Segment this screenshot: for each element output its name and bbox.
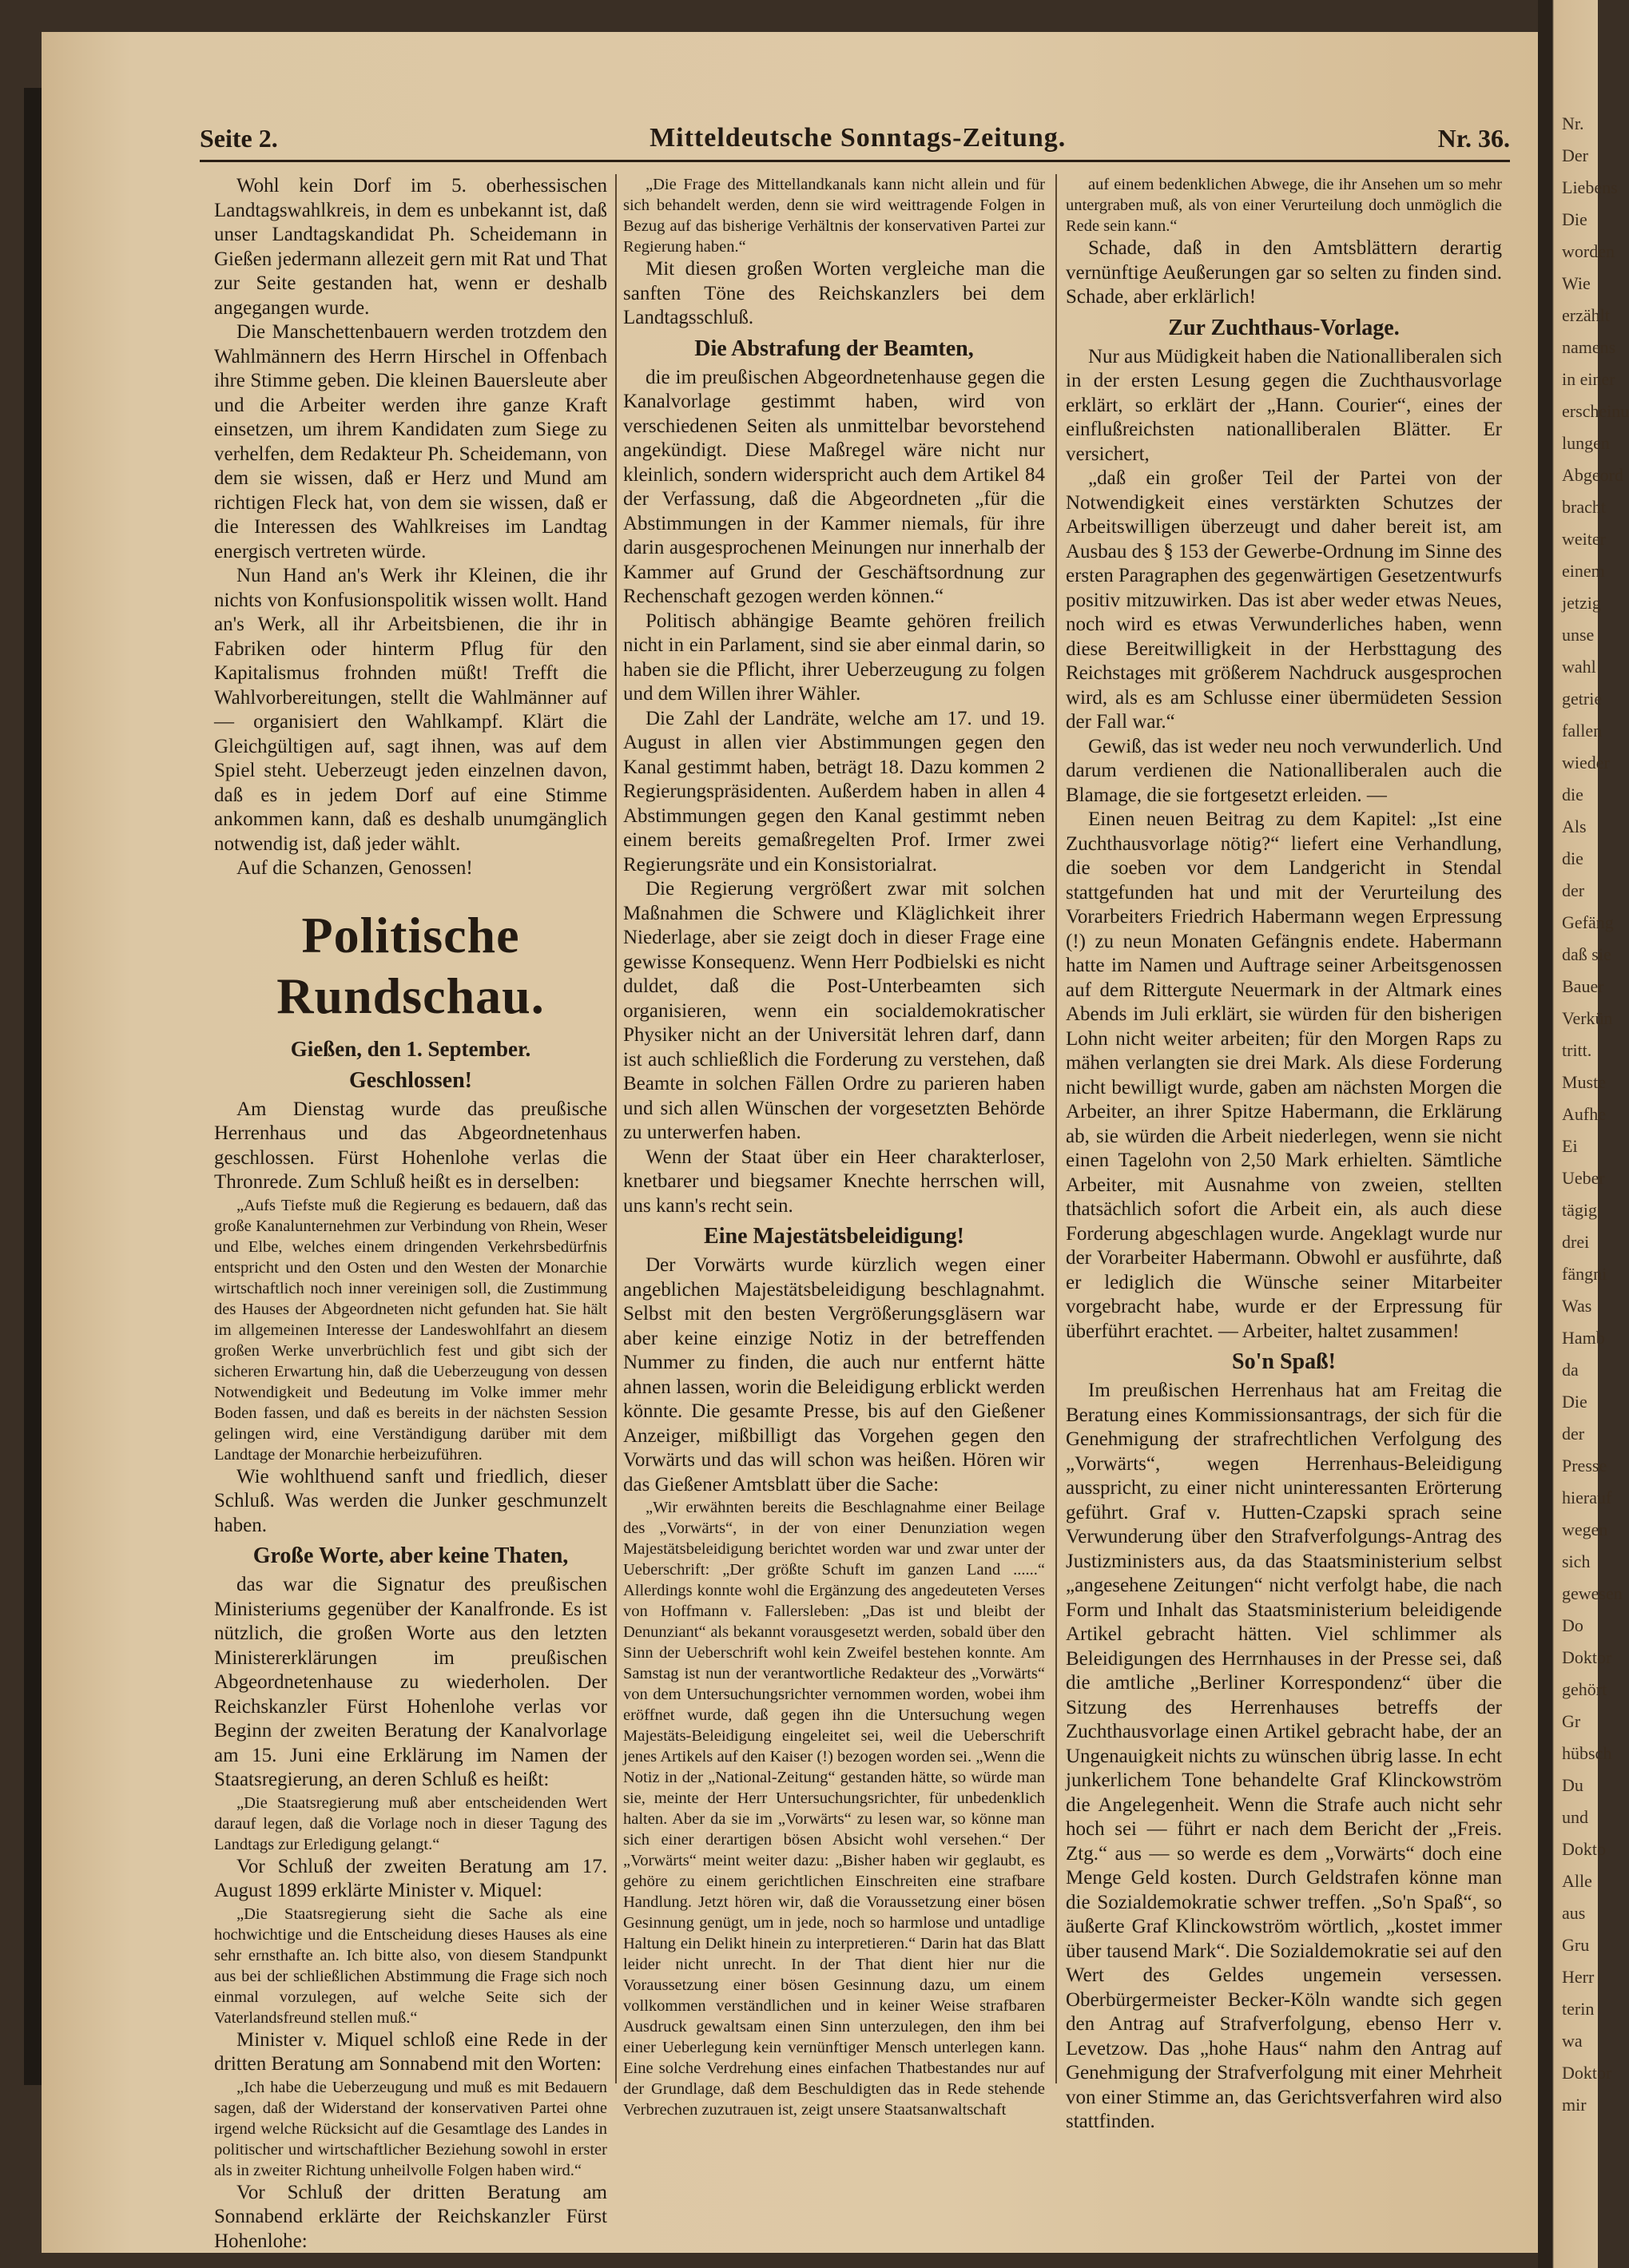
- page-header: [200, 120, 1510, 162]
- next-page-text-fragment: die: [1562, 784, 1583, 804]
- next-page-text-fragment: jetzig: [1562, 593, 1601, 613]
- next-page-text-fragment: der: [1562, 880, 1585, 900]
- next-page-text-fragment: da: [1562, 1360, 1579, 1380]
- column-2: [623, 174, 1045, 2120]
- next-page-text-fragment: Muste: [1562, 1072, 1606, 1092]
- dateline: Gießen, den 1. September.: [290, 1036, 531, 1061]
- next-page-text-fragment: einem: [1562, 561, 1605, 581]
- paragraph: das war die Signatur des preußischen Ministeriums gegenüber der Kanalfronde. Es ist nützlich, die großen Worte aus den letzten Ministererklärungen im preußischen Abgeordnetenhause zu wiederholen. Der Reichskanzler Fürst Hohenlohe verlas vor Beginn der zweiten Beratung der Kanalvorlage am 15. Juni eine Erklärung im Namen der Staatsregierung, an deren Schluß es heißt:: [214, 1574, 607, 1790]
- next-page-text-fragment: worden: [1562, 241, 1615, 261]
- next-page-text-fragment: Du: [1562, 1775, 1583, 1795]
- paragraph: Vor Schluß der dritten Beratung am Sonnabend erklärte der Reichskanzler Fürst Hohenlohe:: [214, 2181, 607, 2252]
- section-title: Politische Rundschau.: [276, 906, 545, 1024]
- quotation: „Die Frage des Mittellandkanals kann nicht allein und für sich behandelt werden, denn sie wird weittragende Folgen in Bezug auf das bisherige Verhältnis der konservativen Partei zur Regierung haben.“: [623, 176, 1045, 256]
- next-page-text-fragment: Die: [1562, 1392, 1587, 1412]
- next-page-text-fragment: Hamb: [1562, 1328, 1605, 1348]
- paragraph: Vor Schluß der zweiten Beratung am 17. August 1899 erklärte Minister v. Miquel:: [214, 1855, 607, 1901]
- next-page-text-fragment: Die: [1562, 209, 1587, 229]
- quotation: „Wir erwähnten bereits die Beschlagnahme einer Beilage des „Vorwärts“, in der von einer Denunziation wegen Majestätsbeleidigung berichtet worden war und zwar unter der Ueberschrift: „Der größte Schuft im ganzen Land ......“ Allerdings konnte wohl die Ergänzung des angedeuteten Verses von Hoffmann v. Fallersleben: „Das ist und bleibt der Denunziant“ als bekannt vorausgesetzt werden, sobald über den Sinn der Ueberschrift wohl kein Zweifel bestehen konnte. Am Samstag ist nun der verantwortliche Redakteur des „Vorwärts“ von dem Untersuchungsrichter vernommen worden, wobei ihm eröffnet wurde, daß gegen ihn die Untersuchung wegen Majestäts-Beleidigung eingeleitet sei, weil die Ueberschrift jenes Artikels auf den Kaiser (!) bezogen worden sei. „Wenn die Notiz in der „National-Zeitung“ gestanden hätte, so würde man sie, meinte der Herr Untersuchungsrichter, für unbedenklich halten. Aber da sie im „Vorwärts“ zu lesen war, so könne man sich einer derartigen bösen Absicht wohl versehen.“ Der „Vorwärts“ meint weiter dazu: „Bisher haben wir geglaubt, es gehöre zu einem gerichtlichen Einschreiten eine strafbare Handlung. Jetzt hören wir, daß die Voraussetzung einer bösen Gesinnung genügt, um in jede, noch so harmlose und untadlige Haltung ein Delikt hinein zu interpretieren.“ Darin hat das Blatt leider nicht unrecht. In der That dient hier nur die Voraussetzung einer bösen Gesinnung dazu, um einem vollkommen verständlichen und in keiner Weise strafbaren Ausdruck gewaltsam einen Sinn unterzulegen, den ihm bei einer Ueberlegung kein vernünftiger Mensch unterlegen kann. Eine solche Verdrehung eines einfachen Thatbestandes nur auf der Grundlage, daß dem Beschuldigten das in Rede stehende Verbrechen zuzutrauen ist, zeigt unsere Staatsanwaltschaft: [623, 1499, 1045, 2119]
- next-page-text-fragment: sich: [1562, 1551, 1591, 1571]
- next-page-text-fragment: hübsch: [1562, 1743, 1612, 1763]
- paragraph: die im preußischen Abgeordnetenhause gegen die Kanalvorlage gestimmt haben, wird von verschiedenen Seiten als unmittelbar bevorstehend angekündigt. Diese Maßregel wäre nicht nur kleinlich, sondern widerspricht auch dem Artikel 84 der Verfassung, daß die Abgeordneten „für die Abstimmungen in der Kammer niemals, für ihre darin ausgesprochenen Meinungen nur innerhalb der Kammer auf Grund der Geschäftsordnung zur Rechenschaft gezogen werden können.“: [623, 366, 1045, 607]
- next-page-text-fragment: Als: [1562, 816, 1587, 836]
- next-page-text-fragment: wieder: [1562, 753, 1610, 773]
- paragraph: Im preußischen Herrenhaus hat am Freitag die Beratung eines Kommissionsantrags, der sich für die Genehmigung der strafrechtlichen Verfolgung des „Vorwärts“, wegen Herrenhaus-Beleidigung ausspricht, zu einer nicht uninteressanten Erörterung geführt. Graf v. Hutten-Czapski sprach seine Verwunderung über den Strafverfolgungs-Antrag des Justizministers aus, da das Staatsministerium selbst „angesehene Zeitungen“ nicht verfolgt habe, die nach Form und Inhalt das Staatsministerium beleidigende Artikel gebracht hätten. Viel schlimmer als Beleidigungen des Herrnhauses in der Presse sei, daß die amtliche „Berliner Korrespondenz“ über die Sitzung des Herrenhauses betreffs der Zuchthausvorlage einen Artikel gebracht habe, der an Ungenauigkeit nichts zu wünschen übrig lasse. In echt junkerlichem Tone behandelte Graf Klinckowström die Angelegenheit. Wenn die Strafe auch nicht sehr hoch sei — führt er nach dem Bericht der „Freis. Ztg.“ aus — so werde es dem „Vorwärts“ doch eine Menge Geld kosten. Durch Geldstrafen könne man die Sozialdemokratie schwer treffen. „So'n Spaß“, so äußerte Graf Klinckowström wörtlich, „kostet immer über tausend Mark“. Die Sozialdemokratie sei auf den Wert des Geldes ungemein versessen. Oberbürgermeister Becker-Köln wandte sich gegen den Antrag auf Strafverfolgung, ebenso Herr v. Levetzow. Das „hohe Haus“ nahm den Antrag auf Genehmigung der Strafverfolgung mit einer Mehrheit von einer Stimme an, das Gerichtsverfahren wird also stattfinden.: [1066, 1380, 1502, 2132]
- next-page-text-fragment: terin: [1562, 1999, 1595, 2019]
- paragraph: Der Vorwärts wurde kürzlich wegen einer angeblichen Majestätsbeleidigung beschlagnahmt. Selbst mit den besten Vergrößerungsgläsern war aber keine einzige Notiz in der betreffenden Nummer zu finden, die auch nur entfernt hätte ahnen lassen, worin die Beleidigung erblickt werden könnte. Die gesamte Presse, bis auf den Gießener Anzeiger, mißbilligt das Vorgehen gegen den Vorwärts und das will schon was heißen. Hören wir das Gießener Amtsblatt über die Sache:: [623, 1254, 1045, 1495]
- column-divider: [615, 174, 617, 2083]
- article-heading: Eine Majestätsbeleidigung!: [704, 1224, 964, 1249]
- paragraph: Wenn der Staat über ein Heer charakterloser, knetbarer und biegsamer Knechte herrschen will, uns kann's recht sein.: [623, 1146, 1045, 1217]
- next-page-text-fragment: Dokto: [1562, 1839, 1606, 1859]
- paragraph: Mit diesen großen Worten vergleiche man die sanften Töne des Reichskanzlers bei dem Landtagsschluß.: [623, 258, 1045, 328]
- next-page-text-fragment: erzählt: [1562, 305, 1610, 325]
- next-page-text-fragment: Wie: [1562, 273, 1591, 293]
- next-page-text-fragment: aus: [1562, 1903, 1586, 1923]
- column-1: [214, 174, 607, 2254]
- next-page-text-fragment: mir: [1562, 2095, 1587, 2115]
- paragraph: Auf die Schanzen, Genossen!: [236, 857, 473, 879]
- paragraph: Am Dienstag wurde das preußische Herrenhaus und das Abgeordnetenhaus geschlossen. Fürst Hohenlohe verlas die Thronrede. Zum Schluß heißt es in derselben:: [214, 1098, 607, 1193]
- next-page-text-fragment: gewesen: [1562, 1583, 1623, 1603]
- next-page-text-fragment: tritt.: [1562, 1040, 1592, 1060]
- book-binding: [24, 88, 42, 2085]
- quotation: „Aufs Tiefste muß die Regierung es bedauern, daß das große Kanalunternehmen zur Verbindung von Rhein, Weser und Elbe, welches einem dringenden Verkehrsbedürfnis entspricht und den Osten und den Westen der Monarchie wirtschaftlich noch inner vereinigen soll, die Zustimmung des Hauses der Abgeordneten nicht gefunden hat. Sie hält im allgemeinen Interesse der Landeswohlfahrt an diesem großen Werke unverbrüchlich fest und gibt sich der sicheren Erwartung hin, daß die Ueberzeugung von dessen Notwendigkeit und Bedeutung im Volke immer mehr Boden fassen, und daß es bereits in der nächsten Session gelingen wird, eine Verständigung darüber mit dem Landtage der Monarchie herbeizuführen.: [214, 1196, 607, 1464]
- next-page-text-fragment: hierauf: [1562, 1488, 1612, 1507]
- next-page-text-fragment: Verkün: [1562, 1008, 1613, 1028]
- next-page-text-fragment: Liebens: [1562, 177, 1618, 197]
- paragraph: Einen neuen Beitrag zu dem Kapitel: „Ist eine Zuchthausvorlage nötig?“ liefert eine Verhandlung, die soeben vor dem Landgericht in Stendal stattgefunden hat und mit der Verurteilung des Vorarbeiters Friedrich Habermann wegen Erpressung (!) zu neun Monaten Gefängnis endete. Habermann hatte im Namen und Auftrage seiner Arbeitsgenossen auf dem Rittergute Neuermark in der Altmark eines Abends im Juli erklärt, sie würden für den bisherigen Lohn nicht weiter arbeiten; für den Morgen Raps zu mähen verlangten sie drei Mark. Als diese Forderung nicht bewilligt wurde, gaben am nächsten Morgen die Arbeiter, an ihrer Spitze Habermann, die Erklärung ab, sie würden die Arbeit niederlegen, wenn sie nicht einen Tagelohn von 2,50 Mark erhielten. Sämtliche Arbeiter, mit Ausnahme von zweien, stellten thatsächlich sofort die Arbeit ein, als auch diese Forderung abgeschlagen wurde. Angeklagt wurde nur der Vorarbeiter Habermann. Obwohl er ausführte, daß er lediglich die Wünsche seiner Mitarbeiter vorgebracht habe, wurde er der Erpressung für überführt erachtet. — Arbeiter, haltet zusammen!: [1066, 808, 1502, 1342]
- next-page-text-fragment: Nr.: [1562, 113, 1584, 133]
- next-page-text-fragment: Aufhe: [1562, 1104, 1606, 1124]
- next-page-text-fragment: Abgeord: [1562, 465, 1623, 485]
- article-heading: Zur Zuchthaus-Vorlage.: [1168, 315, 1400, 340]
- article-heading: Die Abstrafung der Beamten,: [694, 336, 974, 361]
- next-page-text-fragment: Gru: [1562, 1935, 1590, 1955]
- next-page-text-fragment: namens: [1562, 337, 1616, 357]
- article-heading: Große Worte, aber keine Thaten,: [252, 1543, 569, 1568]
- next-page-text-fragment: und: [1562, 1807, 1588, 1827]
- next-page-text-fragment: Doktor: [1562, 2063, 1612, 2083]
- paragraph: Politisch abhängige Beamte gehören freilich nicht in ein Parlament, sind sie aber einmal darin, so haben sie die Pflicht, ihrer Ueberzeugung zu folgen und dem Willen ihrer Wähler.: [623, 610, 1045, 705]
- next-page-text-fragment: lungen: [1562, 433, 1610, 453]
- next-page-text-fragment: Herr: [1562, 1967, 1595, 1987]
- quotation: auf einem bedenklichen Abwege, die ihr Ansehen um so mehr untergraben muß, als von einer Verurteilung doch unmöglich die Rede sein kann.“: [1066, 176, 1502, 235]
- next-page-edge: [1538, 0, 1629, 2268]
- paragraph: Minister v. Miquel schloß eine Rede in der dritten Beratung am Sonnabend mit den Worten:: [214, 2028, 607, 2075]
- paragraph: Wohl kein Dorf im 5. oberhessischen Landtagswahlkreis, in dem es unbekannt ist, daß unser Landtagskandidat Ph. Scheidemann in Gießen jedermann allezeit gern mit Rat und That zur Seite gestanden hat, wenn er deshalb angegangen wurde.: [214, 175, 607, 319]
- next-page-text-fragment: tägig: [1562, 1200, 1597, 1220]
- next-page-text-fragment: erscheinu: [1562, 401, 1629, 421]
- next-page-text-fragment: Gefäng: [1562, 912, 1614, 932]
- paragraph: Nur aus Müdigkeit haben die Nationalliberalen sich in der ersten Lesung gegen die Zuchthausvorlage erklärt, so erklärt der „Hann. Courier“, eines der einflußreichsten nationalliberalen Blätter. Er versichert,: [1066, 345, 1502, 465]
- next-page-text-fragment: Presse: [1562, 1456, 1607, 1476]
- next-page-text-fragment: Was: [1562, 1296, 1592, 1316]
- next-page-text-fragment: der: [1562, 1424, 1585, 1444]
- next-page-text-fragment: Der: [1562, 145, 1588, 165]
- next-page-text-fragment: Doktor: [1562, 1647, 1612, 1667]
- next-page-text-fragment: Ei: [1562, 1136, 1578, 1156]
- next-page-text-fragment: wa: [1562, 2031, 1583, 2051]
- next-page-text-fragment: Gr: [1562, 1711, 1581, 1731]
- issue-number: Nr. 36.: [1437, 124, 1510, 153]
- next-page-text-fragment: getrie: [1562, 689, 1603, 709]
- paragraph: „daß ein großer Teil der Partei von der Notwendigkeit eines verstärkten Schutzes der Arbeitswilligen überzeugt und daher bereit ist, am Ausbau des § 153 der Gewerbe-Ordnung im Sinne des ersten Paragraphen des gegenwärtigen Gesetzentwurfs positiv mitzuwirken. Das ist aber weder etwas Neues, noch wird es etwas Verwunderliches haben, wenn diese Bereitwilligkeit in der Herbsttagung des Reichstages mit größerem Nachdruck ausgesprochen wird, als es am Schlusse einer übermüdeten Session der Fall war.“: [1066, 467, 1502, 733]
- paragraph: Die Manschettenbauern werden trotzdem den Wahlmännern des Herrn Hirschel in Offenbach ihre Stimme geben. Die kleinen Bauersleute aber und die Arbeiter werden ihre ganze Kraft einsetzen, um ihrem Kandidaten zum Siege zu verhelfen, dem Redakteur Ph. Scheidemann, von dem sie wissen, daß er Herz und Mund am richtigen Fleck hat, von dem sie wissen, daß er die Interessen des Wahlkreises im Landtag energisch vertreten würde.: [214, 321, 607, 562]
- paragraph: Die Zahl der Landräte, welche am 17. und 19. August in allen vier Abstimmungen gegen den Kanal gestimmt haben, beträgt 18. Dazu kommen 2 Regierungspräsidenten. Außerdem haben in allen 4 Abstimmungen gegen den Kanal gestimmt neben einem bereits gemaßregelten Prof. Irmer zwei Regierungsräte und ein Konsistorialrat.: [623, 707, 1045, 876]
- paragraph: Die Regierung vergrößert zwar mit solchen Maßnahmen die Schwere und Kläglichkeit ihrer Niederlage, aber sie zeigt doch in dieser Frage eine gewisse Konsequenz. Wenn Herr Podbielski es nicht duldet, daß die Post-Unterbeamten sich organisieren, wenn ein socialdemokratischer Physiker nicht an der Universität lehren darf, dann ist auch schließlich die Forderung zu verstehen, daß Beamte in solchen Fällen Ordre zu parieren haben und sich allen Wünschen der vorgesetzten Behörde zu unterwerfen haben.: [623, 878, 1045, 1143]
- next-page-text-fragment: Ueber: [1562, 1168, 1605, 1188]
- next-page-text-fragment: in einer: [1562, 369, 1615, 389]
- next-page-text-fragment: die: [1562, 848, 1583, 868]
- next-page-text-fragment: wahl: [1562, 657, 1596, 677]
- page-number: Seite 2.: [200, 124, 278, 153]
- next-page-text-fragment: daß sie: [1562, 944, 1611, 964]
- next-page-text-fragment: bracht: [1562, 497, 1606, 517]
- next-page-text-fragment: wegen: [1562, 1519, 1608, 1539]
- next-page-text-fragment: Alle: [1562, 1871, 1592, 1891]
- quotation: „Die Staatsregierung muß aber entscheidenden Wert darauf legen, daß die Vorlage noch in dieser Tagung des Landtags zur Erledigung gelangt.“: [214, 1793, 607, 1853]
- next-page-text-fragment: gehört: [1562, 1679, 1607, 1699]
- next-page-text-fragment: fängni: [1562, 1264, 1607, 1284]
- next-page-text-fragment: Bauer: [1562, 976, 1604, 996]
- next-page-text-fragment: unse: [1562, 625, 1595, 645]
- next-page-text-fragment: fallen: [1562, 721, 1603, 741]
- column-divider: [1055, 174, 1057, 2083]
- quotation: „Ich habe die Ueberzeugung und muß es mit Bedauern sagen, daß der Widerstand der konservativen Partei ohne irgend welche Rücksicht auf die Gesamtlage des Landes in politischer und wirtschaftlicher Beziehung sowohl in erster als in zweiter Richtung unheilvolle Folgen haben wird.“: [214, 2078, 607, 2179]
- quotation: „Die Staatsregierung sieht die Sache als eine hochwichtige und die Entscheidung dieses Hauses als eine sehr ernsthafte an. Ich bitte also, von diesem Standpunkt aus bei der schließlichen Abstimmung die Frage sich noch einmal vorzulegen, auf welche Seite sich der Vaterlandsfreund stellen muß.“: [214, 1905, 607, 2027]
- paragraph: Schade, daß in den Amtsblättern derartig vernünftige Aeußerungen gar so selten zu finden sind. Schade, aber erklärlich!: [1066, 237, 1502, 308]
- newspaper-title: Mitteldeutsche Sonntags-Zeitung.: [650, 123, 1067, 153]
- next-page-text-fragment: Do: [1562, 1615, 1583, 1635]
- paragraph: Gewiß, das ist weder neu noch verwunderlich. Und darum verdienen die Nationalliberalen auch die Blamage, die sie fortgesetzt erleiden. —: [1066, 735, 1502, 806]
- article-heading: Geschlossen!: [349, 1067, 472, 1093]
- paragraph: Nun Hand an's Werk ihr Kleinen, die ihr nichts von Konfusionspolitik wissen wollt. Hand an's Werk, all ihr Arbeitsbienen, die ihr in Fabriken oder hinterm Pflug für den Kapitalismus frohnden müßt! Trefft die Wahlvorbereitungen, stellt die Wahlmänner auf — organisiert den Wahlkampf. Klärt die Gleichgültigen auf, sagt ihnen, was auf dem Spiel steht. Ueberzeugt jeden einzelnen davon, daß es in jedem Dorf auf eine Stimme ankommen kann, daß es deshalb unumgänglich notwendig ist, daß jeder wählt.: [214, 565, 607, 855]
- article-heading: So'n Spaß!: [1232, 1349, 1336, 1374]
- next-page-text-fragment: drei: [1562, 1232, 1590, 1252]
- paragraph: Wie wohlthuend sanft und friedlich, dieser Schluß. Was werden die Junker geschmunzelt haben.: [214, 1465, 607, 1536]
- next-page-text-fragment: weiter: [1562, 529, 1606, 549]
- column-3: [1066, 174, 1502, 2135]
